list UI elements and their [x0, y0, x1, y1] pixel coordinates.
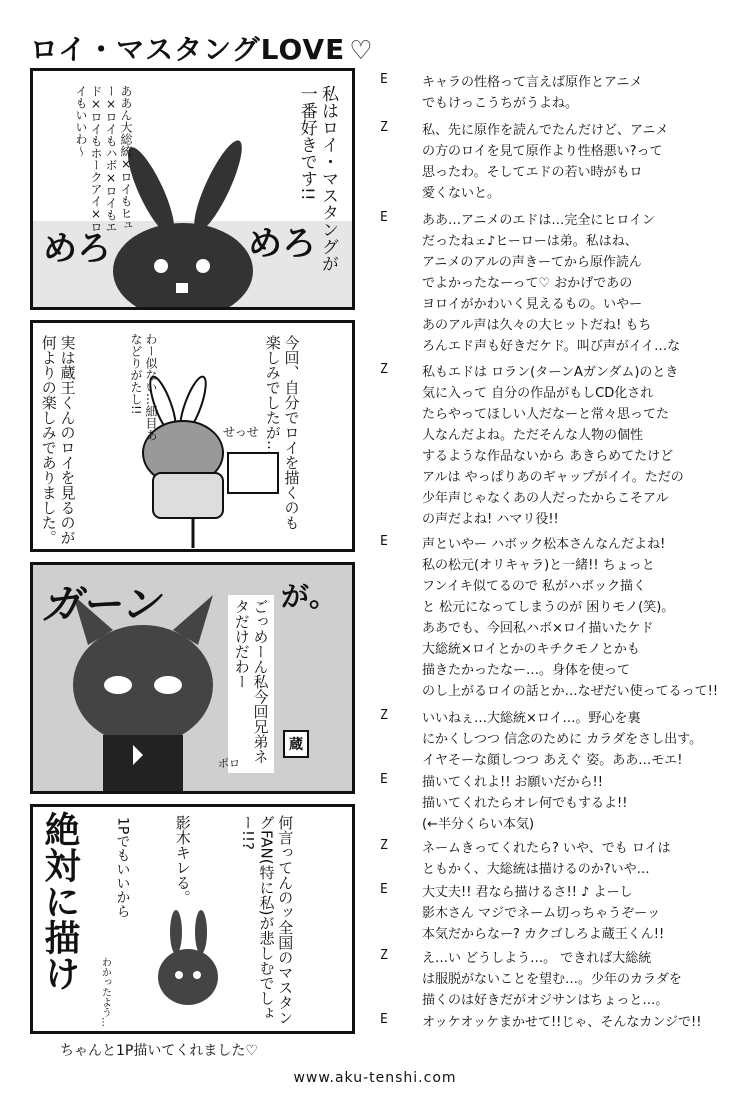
strip-caption: ちゃんと1P描いてくれました♡ — [60, 1043, 258, 1059]
dialogue-text: いいねぇ…大総統×ロイ…。野心を裏 にかくしつつ 信念のために カラダをさし出す。 イヤそーな顔しつつ あえぐ 姿。ああ…モエ! — [422, 711, 703, 768]
dialogue-text: 私、先に原作を読んでたんだけど、アニメ の方のロイを見て原作より性格悪い?って 思ったわ。そしてエドの若い時がもロ 愛くないと。 — [422, 123, 669, 201]
panel2-small-text: わー似ない…細目あなどりがたし!! — [129, 333, 158, 441]
heart-icon: ♡ — [349, 36, 374, 66]
panel3-bubble: ごっめーん私今回兄弟ネタだけだわー — [228, 595, 274, 773]
panel3-sfx: ガーン — [41, 582, 161, 628]
page-title — [30, 28, 374, 68]
panel2-side-text: 実は蔵王くんのロイを見るのが何よりの楽しみでありました。 — [39, 335, 77, 545]
panel4-shout: 絶対に描け — [39, 811, 80, 991]
panel4-note: 影木キレる。 — [173, 815, 192, 905]
dialogue-text: 声といやー ハボック松本さんなんだよね! 私の松元(オリキャラ)と一緒!! ちょっと フンイキ似てるので 私がハボック描く と 松元になってしまうのが 困りモノ(笑)。 ああでも、今回私ハボ×ロイ描いたケド 大総統×ロイとかのキチクモノとかも 描きたかったなー…。身体を使って のし上がるロイの話とか…なぜだい使ってるって!! — [422, 537, 719, 699]
dialogue-text: ああ…アニメのエドは…完全にヒロイン だったねェ♪ヒーローは弟。私はね、 アニメのアルの声きーてから原作読ん でよかったなーって♡ おかげであの ヨロイがかわいく見えるもの。いやー あのアル声は久々の大ヒットだね! もち ろんエド声も好きだケド。叫び声がイイ…な — [422, 213, 681, 354]
title-text: ロイ・マスタングLOVE — [30, 33, 346, 66]
dialogue-text: オッケオッケまかせて!!じゃ、そんなカンジで!! — [422, 1015, 702, 1030]
panel3-name-tag: 蔵 — [283, 730, 309, 758]
speaker-label: E — [380, 534, 388, 549]
speaker-label: E — [380, 72, 388, 87]
dialogue-text: 私もエドは ロラン(ターンAガンダム)のとき 気に入って 自分の作品がもしCD化され たらやってほしい人だなーと常々思ってた 人なんだよね。ただそんな人物の個性 するような作品ないから あきらめてたけど アルは やっぱりあのギャップがイイ。ただの 少年声じゃなくあの人だったからこそアル の声だよね! ハマリ役!! — [422, 365, 684, 527]
panel1-side-text: ああん大総統×ロイもヒュー×ロイもハボ×ロイもエド×ロイもホークアイ×ロイもいいわ〜 — [74, 85, 133, 233]
speaker-label: Z — [380, 708, 388, 723]
panel2-sfx: せっせ — [223, 425, 259, 439]
panel1-sfx-left: めろ — [43, 229, 111, 269]
panel4-side-bubble: 1Pでもいいから — [114, 817, 131, 919]
dialogue-text: ネームきってくれたら? いや、でも ロイは ともかく、大総統は描けるのか?いや… — [422, 841, 671, 877]
dialogue-text: キャラの性格って言えば原作とアニメ でもけっこうちがうよね。 — [422, 75, 643, 111]
panel4-bubble: 何言ってんのッ全国のマスタングFAN(特に私)が悲しむでしょー!!? — [238, 815, 295, 1025]
comic-panel-3 — [30, 562, 355, 794]
dialogue-text: 描いてくれよ!! お願いだから!! 描いてくれたらオレ何でもするよ!! (←半分くらい本気) — [422, 775, 628, 832]
speaker-label: Z — [380, 948, 388, 963]
comic-panel-4 — [30, 804, 355, 1034]
speaker-label: E — [380, 1012, 388, 1027]
comic-panel-1 — [30, 68, 355, 310]
panel1-sfx-right: めろ — [248, 224, 316, 264]
speaker-label: Z — [380, 362, 388, 377]
panel2-bubble: 今回、自分でロイを描くのも楽しみでしたが… — [263, 335, 301, 530]
speaker-label: E — [380, 210, 388, 225]
speaker-label: Z — [380, 120, 388, 135]
speaker-label: E — [380, 882, 388, 897]
panel3-sound: ポロ — [218, 757, 240, 770]
dialogue-text: え…い どうしよう…。 できれば大総統 は服脱がないことを望む…。少年のカラダを 描くのは好きだがオジサンはちょっと…。 — [422, 951, 682, 1008]
panel1-bubble: 私はロイ・マスタングが一番好きです!! — [296, 85, 338, 272]
comic-panel-2 — [30, 320, 355, 552]
panel4-small-text: わかったよう… — [99, 957, 111, 1027]
panel3-sfx2: が。 — [281, 580, 338, 613]
site-url: www.aku-tenshi.com — [293, 1070, 457, 1086]
rabbit-illustration-2 — [33, 323, 352, 549]
dialogue-text: 大丈夫!! 君なら描けるさ!! ♪ よーし 影木さん マジでネーム切っちゃうぞーッ 本気だからなー? カクゴしろよ蔵王くん!! — [422, 885, 665, 942]
speaker-label: Z — [380, 838, 388, 853]
speaker-label: E — [380, 772, 388, 787]
